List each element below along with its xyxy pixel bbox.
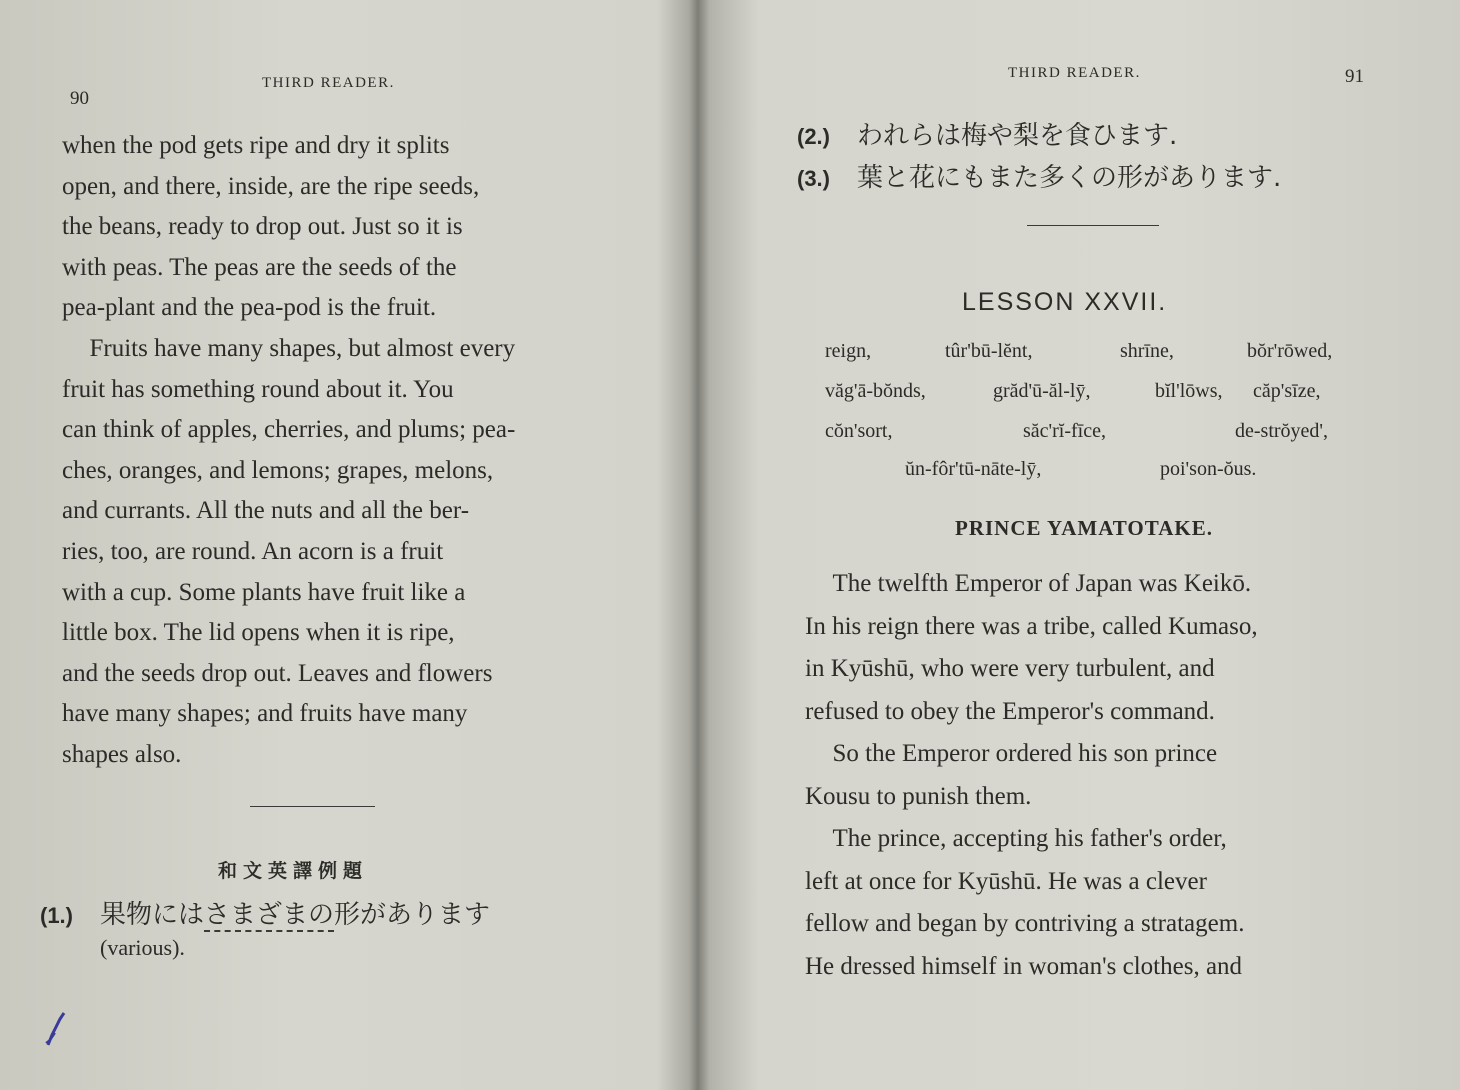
vocab-word: grăd'ū-ăl-lӯ,	[993, 380, 1091, 402]
vocab-word: shrīne,	[1120, 340, 1174, 362]
section-divider	[250, 806, 375, 807]
right-page	[705, 0, 1460, 1090]
text-line: the beans, ready to drop out. Just so it is	[62, 213, 463, 241]
page-number: 90	[70, 88, 89, 109]
vocab-word: săc'rĭ-fīce,	[1023, 420, 1106, 442]
vocab-word: cŏn'sort,	[825, 420, 893, 442]
exercise-text: 果物には	[100, 900, 205, 930]
story-title: PRINCE YAMATOTAKE.	[955, 516, 1213, 540]
text-line: shapes also.	[62, 740, 182, 768]
vocab-word: căp'sīze,	[1253, 380, 1321, 402]
text-line: left at once for Kyūshū. He was a clever	[805, 867, 1207, 895]
exercise-number: (1.)	[40, 903, 73, 928]
exercise-1	[40, 894, 490, 931]
text-line: have many shapes; and fruits have many	[62, 700, 468, 728]
running-head: THIRD READER.	[262, 75, 395, 91]
text-line: open, and there, inside, are the ripe seeds,	[62, 172, 480, 200]
underlined-phrase: さまざまの	[204, 900, 335, 930]
text-line: and currants. All the nuts and all the ber-	[62, 497, 470, 525]
text-line: fellow and began by contriving a stratagem.	[805, 910, 1245, 937]
vocab-word: văg'ā-bŏnds,	[825, 380, 926, 402]
body-text	[805, 563, 1395, 988]
vocab-word: de-strŏyed',	[1235, 420, 1329, 442]
exercise-number: (2.)	[797, 124, 830, 149]
text-line: fruit has something round about it. You	[62, 375, 454, 403]
left-page	[0, 0, 690, 1090]
text-line: ches, oranges, and lemons; grapes, melons,	[62, 456, 494, 484]
text-line: with peas. The peas are the seeds of the	[62, 253, 457, 281]
vocab-word: bĭl'lōws,	[1155, 380, 1223, 402]
text-line: when the pod gets ripe and dry it splits	[62, 132, 450, 159]
page-number: 91	[1345, 66, 1364, 87]
ink-mark	[42, 1005, 70, 1050]
gloss: (various).	[100, 935, 185, 960]
lesson-title: LESSON XXVII.	[962, 288, 1168, 316]
text-line: little box. The lid opens when it is ripe,	[62, 619, 455, 647]
vocab-word: bŏr'rōwed,	[1247, 340, 1333, 362]
text-line: He dressed himself in woman's clothes, and	[805, 952, 1243, 980]
text-line: can think of apples, cherries, and plums; pea-	[62, 416, 516, 444]
text-line: So the Emperor ordered his son prince	[832, 740, 1218, 767]
exercise-text-end: 形があります	[334, 900, 491, 930]
vocab-word: reign,	[825, 340, 872, 362]
text-line: refused to obey the Emperor's command.	[805, 697, 1215, 725]
body-text	[62, 126, 607, 776]
text-line: In his reign there was a tribe, called Kumaso,	[805, 612, 1258, 640]
text-line: ries, too, are round. An acorn is a fruit	[62, 537, 444, 565]
text-line: The twelfth Emperor of Japan was Keikō.	[832, 570, 1252, 597]
vocab-word: ŭn-fôr'tū-nāte-lӯ,	[905, 458, 1042, 480]
exercise-text: われらは梅や梨を食ひます.	[857, 121, 1178, 151]
exercise-2	[797, 115, 1177, 152]
text-line: Kousu to punish them.	[805, 782, 1032, 810]
text-line: in Kyūshū, who were very turbulent, and	[805, 655, 1215, 682]
text-line: with a cup. Some plants have fruit like a	[62, 578, 466, 606]
running-head: THIRD READER.	[1008, 65, 1141, 81]
vocabulary-list	[825, 340, 1365, 480]
vocab-word: poi'son-ŏus.	[1160, 458, 1257, 480]
section-divider	[1027, 225, 1159, 226]
text-line: pea-plant and the pea-pod is the fruit.	[62, 294, 437, 322]
text-line: and the seeds drop out. Leaves and flowers	[62, 659, 493, 687]
vocab-word: tûr'bū-lĕnt,	[945, 340, 1033, 362]
exercise-text: 葉と花にもまた多くの形があります.	[857, 163, 1282, 193]
text-line: The prince, accepting his father's order,	[832, 825, 1227, 852]
exercise-heading: 和文英譯例題	[218, 860, 369, 882]
text-line: Fruits have many shapes, but almost every	[89, 334, 516, 362]
exercise-number: (3.)	[797, 166, 830, 191]
exercise-3	[797, 157, 1281, 194]
